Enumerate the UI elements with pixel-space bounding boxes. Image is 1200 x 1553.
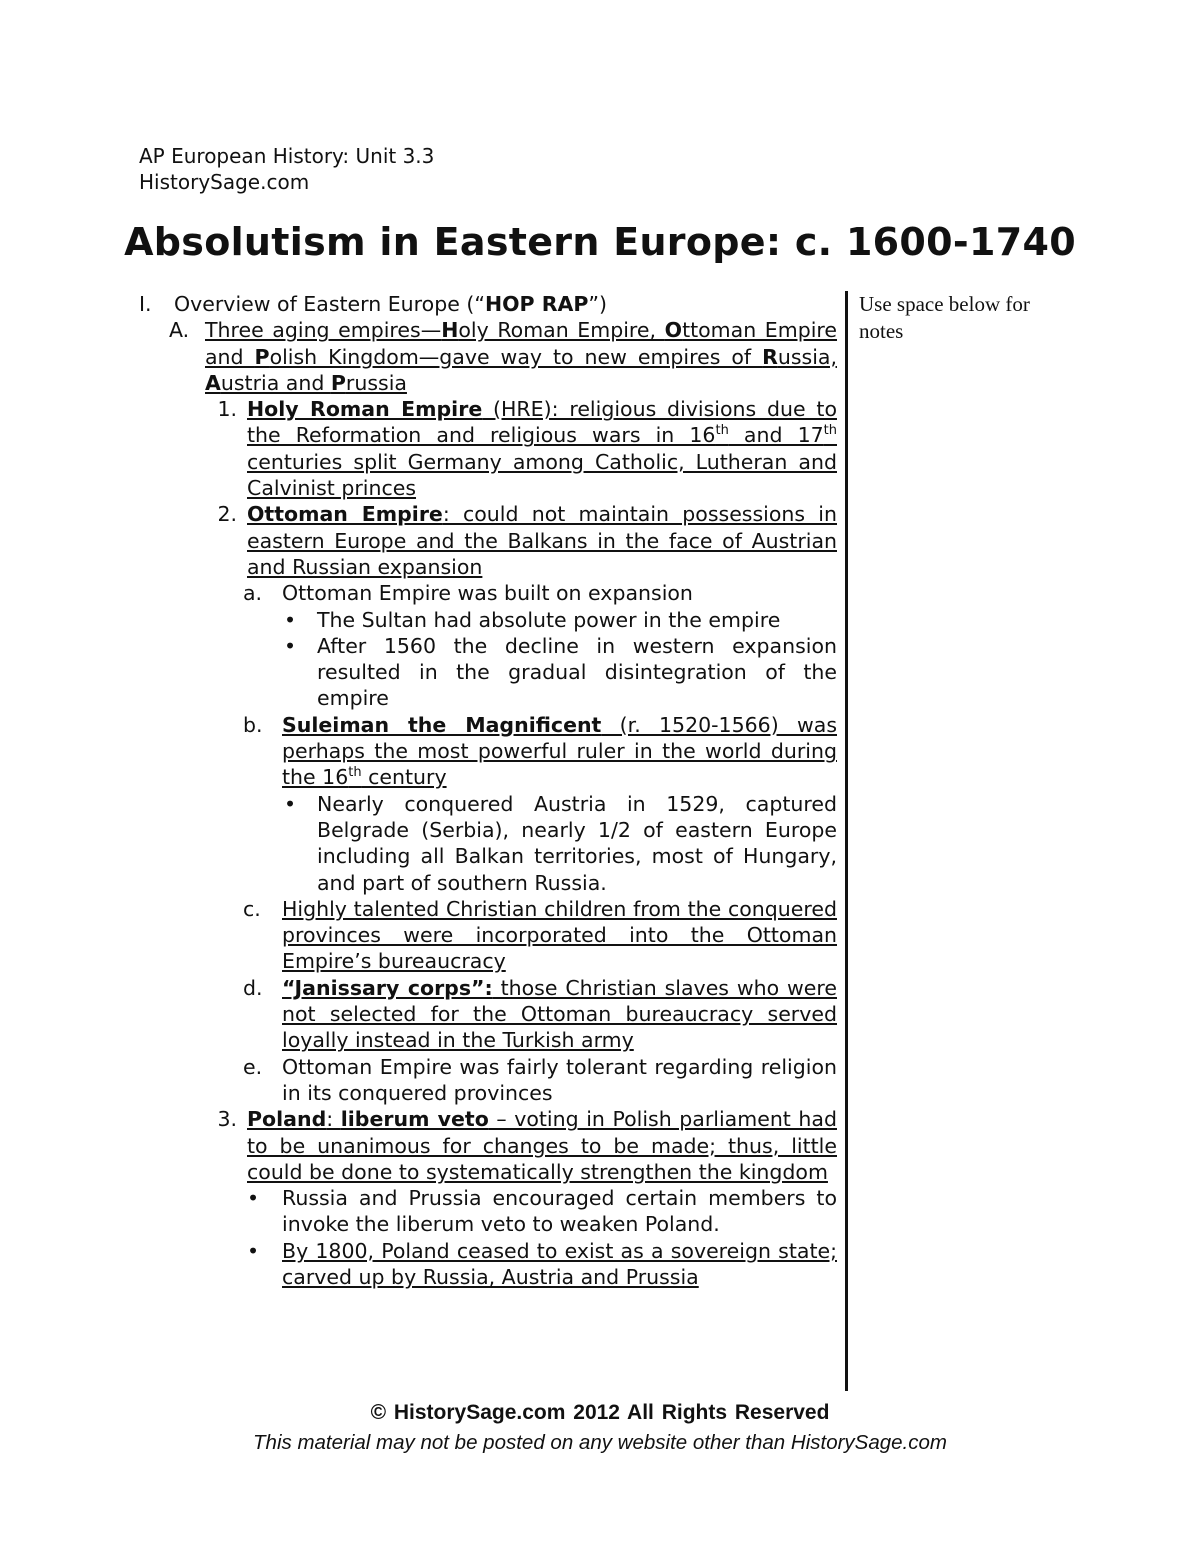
column-divider — [845, 291, 848, 1391]
text-run: those Christian slaves who were not selected for the Ottoman bureaucracy served loyally instead in the Turkish army — [282, 975, 837, 1053]
header-course: AP European History: Unit 3.3 — [139, 144, 435, 168]
text-run: : could not maintain possessions in eastern Europe and the Balkans in the face of Austrian and Russian expansion — [247, 502, 837, 579]
bullet-icon: • — [284, 633, 297, 658]
outline-item-ottoman-e — [139, 1054, 837, 1107]
outline-item-A — [139, 317, 837, 396]
outline-marker: e. — [243, 1054, 263, 1079]
text-run: ussia, — [777, 344, 837, 369]
outline-text: Overview of Eastern Europe (“ — [174, 292, 485, 316]
outline-text — [282, 713, 837, 790]
outline-item-ottoman — [139, 501, 837, 580]
mnemonic-letter: H — [441, 318, 459, 343]
footer-notice: This material may not be posted on any website other than HistorySage.com — [253, 1431, 947, 1454]
outline-item-ottoman-b — [139, 712, 837, 791]
page-title: Absolutism in Eastern Europe: c. 1600-1740 — [124, 220, 1076, 264]
bullet-text: Russia and Prussia encouraged certain members to invoke the liberum veto to weaken Poland. — [282, 1186, 837, 1237]
term: Poland — [247, 1107, 327, 1132]
outline-text — [205, 318, 837, 395]
outline-text: ”) — [588, 292, 608, 316]
bullet-icon: • — [247, 1238, 260, 1263]
outline-item-ottoman-c — [139, 896, 837, 975]
bullet-text: The Sultan had absolute power in the empire — [317, 607, 781, 632]
footer-copyright: © HistorySage.com 2012 All Rights Reserved — [370, 1401, 830, 1424]
text-run: ttoman Empire and — [205, 318, 838, 369]
text-run: Three aging empires— — [205, 318, 442, 343]
text-run: olish Kingdom—gave way to new empires of — [269, 344, 763, 369]
outline-marker: 3. — [217, 1107, 237, 1132]
bullet-item — [139, 607, 837, 633]
outline-text: Ottoman Empire was fairly tolerant regarding religion in its conquered provinces — [282, 1054, 837, 1105]
outline-item-ottoman-d — [139, 975, 837, 1054]
outline-text — [247, 1107, 837, 1184]
bullet-item — [139, 1185, 837, 1238]
bullet-item — [139, 791, 837, 896]
bullet-text: After 1560 the decline in western expansion resulted in the gradual disintegration of the empire — [317, 633, 837, 711]
mnemonic-letter: P — [254, 344, 270, 369]
bullet-item — [139, 633, 837, 712]
outline-marker: I. — [139, 292, 152, 316]
outline-content — [139, 291, 837, 1290]
text-run: : — [326, 1107, 341, 1132]
outline-item-I — [139, 291, 837, 317]
outline-text — [247, 502, 837, 579]
mnemonic-letter: P — [330, 370, 346, 395]
outline-marker: 1. — [217, 397, 237, 422]
bullet-icon: • — [284, 791, 297, 816]
notes-label: Use space below for notes — [859, 292, 1030, 343]
bullet-text: By 1800, Poland ceased to exist as a sovereign state; carved up by Russia, Austria and Prussia — [282, 1238, 837, 1289]
term: Holy Roman Empire — [247, 397, 483, 422]
text-run: russia — [345, 370, 407, 395]
outline-marker: 2. — [217, 502, 237, 527]
outline-marker: a. — [243, 581, 263, 606]
superscript: th — [715, 423, 729, 439]
outline-text: Highly talented Christian children from the conquered provinces were incorporated into the Ottoman Empire’s bureaucracy — [282, 896, 837, 974]
mnemonic-letter: R — [762, 344, 778, 369]
term: liberum veto — [340, 1107, 489, 1132]
outline-text: Ottoman Empire was built on expansion — [282, 581, 693, 606]
outline-marker: A. — [169, 318, 190, 343]
bullet-icon: • — [284, 607, 297, 632]
text-run: ustria and — [220, 370, 331, 395]
term: Suleiman the Magnificent — [282, 712, 602, 737]
bullet-item — [139, 1238, 837, 1291]
bullet-text: Nearly conquered Austria in 1529, captured Belgrade (Serbia), nearly 1/2 of eastern Europe including all Balkan territories, most of Hungary, and part of southern Russia. — [317, 791, 837, 895]
outline-marker: b. — [243, 712, 263, 737]
outline-item-hre — [139, 396, 837, 501]
mnemonic-letter: O — [664, 318, 683, 343]
mnemonic-letter: A — [205, 370, 221, 395]
text-run: (HRE): religious divisions due to the Reformation and religious wars in 16 — [247, 397, 837, 448]
superscript: th — [348, 765, 362, 781]
text-run: century — [361, 765, 447, 790]
term: “Janissary corps”: — [282, 975, 493, 1000]
mnemonic: HOP RAP — [484, 292, 589, 316]
outline-marker: c. — [243, 896, 261, 921]
term: Ottoman Empire — [247, 502, 443, 527]
text-run: and 17 — [728, 423, 824, 448]
header-site: HistorySage.com — [139, 170, 310, 194]
text-run: (r. 1520-1566) was perhaps the most powerful ruler in the world during the 16 — [282, 712, 837, 790]
superscript: th — [823, 423, 837, 439]
bullet-icon: • — [247, 1186, 260, 1211]
outline-marker: d. — [243, 975, 263, 1000]
text-run: centuries split Germany among Catholic, Lutheran and Calvinist princes — [247, 449, 837, 501]
outline-text — [282, 976, 837, 1053]
outline-text — [247, 397, 837, 500]
text-run: – voting in Polish parliament had to be unanimous for changes to be made; thus, little could be done to systematically strengthen the kingdom — [247, 1107, 837, 1184]
outline-item-ottoman-a — [139, 580, 837, 606]
text-run: oly Roman Empire, — [458, 318, 665, 343]
outline-item-poland — [139, 1106, 837, 1185]
